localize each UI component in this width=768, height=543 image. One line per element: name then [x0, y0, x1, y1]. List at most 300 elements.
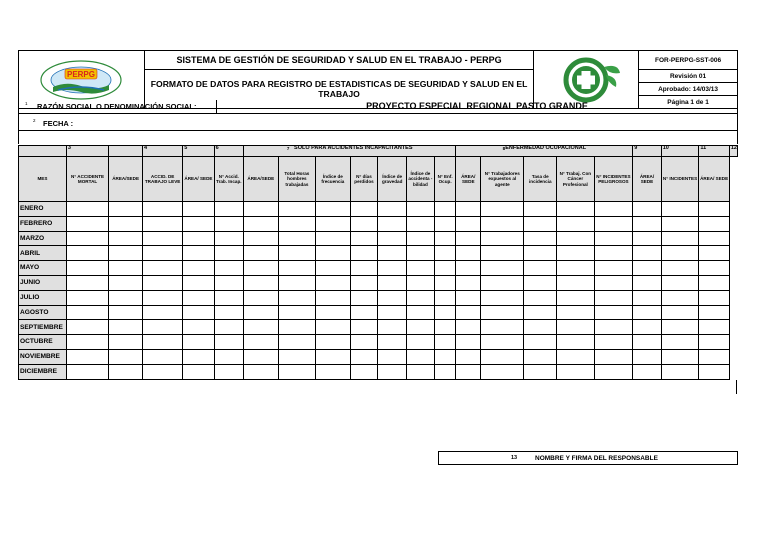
data-cell[interactable]: [594, 246, 633, 261]
data-cell[interactable]: [66, 246, 108, 261]
data-cell[interactable]: [661, 290, 699, 305]
data-cell[interactable]: [524, 216, 557, 231]
table-row: [19, 216, 738, 231]
data-cell[interactable]: [557, 290, 595, 305]
data-cell[interactable]: [142, 349, 182, 364]
data-cell[interactable]: [243, 275, 278, 290]
data-cell[interactable]: [142, 364, 182, 379]
data-cell[interactable]: [524, 246, 557, 261]
col-header: N° INCIDENTES: [661, 157, 699, 202]
data-cell[interactable]: [456, 231, 481, 246]
fecha-label: FECHA :: [43, 119, 74, 128]
col-header: N° días perdidos: [350, 157, 378, 202]
data-cell[interactable]: [66, 202, 108, 217]
table-edge-line: [736, 380, 737, 394]
data-cell[interactable]: [456, 202, 481, 217]
data-cell[interactable]: [109, 349, 143, 364]
data-cell[interactable]: [524, 364, 557, 379]
data-cell[interactable]: [243, 335, 278, 350]
data-cell[interactable]: [142, 231, 182, 246]
data-cell[interactable]: [350, 290, 378, 305]
data-cell[interactable]: [524, 275, 557, 290]
data-cell[interactable]: [278, 231, 315, 246]
data-cell[interactable]: [456, 246, 481, 261]
data-cell[interactable]: [66, 349, 108, 364]
data-cell[interactable]: [142, 246, 182, 261]
data-cell[interactable]: [456, 216, 481, 231]
data-cell[interactable]: [214, 246, 243, 261]
col-number: 9: [633, 146, 661, 157]
data-cell[interactable]: [278, 349, 315, 364]
data-cell[interactable]: [699, 202, 730, 217]
razon-value[interactable]: PROYECTO ESPECIAL REGIONAL PASTO GRANDE: [366, 101, 588, 111]
data-cell[interactable]: [183, 364, 214, 379]
data-cell[interactable]: [699, 305, 730, 320]
data-cell[interactable]: [142, 261, 182, 276]
data-cell[interactable]: [183, 202, 214, 217]
data-cell[interactable]: [109, 275, 143, 290]
data-cell[interactable]: [524, 290, 557, 305]
data-cell[interactable]: [407, 231, 435, 246]
data-cell[interactable]: [524, 231, 557, 246]
data-cell[interactable]: [316, 305, 351, 320]
data-cell[interactable]: [456, 290, 481, 305]
data-cell[interactable]: [350, 202, 378, 217]
data-cell[interactable]: [66, 364, 108, 379]
data-cell[interactable]: [316, 320, 351, 335]
data-cell[interactable]: [407, 290, 435, 305]
data-cell[interactable]: [214, 290, 243, 305]
data-cell[interactable]: [633, 216, 661, 231]
month-label: SEPTIEMBRE: [19, 320, 67, 335]
col-number: 7: [286, 146, 290, 151]
data-cell[interactable]: [378, 246, 407, 261]
data-cell[interactable]: [66, 261, 108, 276]
data-cell[interactable]: [316, 290, 351, 305]
data-cell[interactable]: [434, 335, 456, 350]
data-cell[interactable]: [316, 275, 351, 290]
razon-number: 1: [25, 101, 28, 106]
data-cell[interactable]: [66, 231, 108, 246]
data-cell[interactable]: [243, 290, 278, 305]
data-cell[interactable]: [183, 231, 214, 246]
column-number-row: [19, 146, 738, 157]
data-cell[interactable]: [66, 320, 108, 335]
data-cell[interactable]: [557, 202, 595, 217]
data-cell[interactable]: [557, 216, 595, 231]
data-cell[interactable]: [699, 364, 730, 379]
column-header-row: [19, 157, 738, 202]
data-cell[interactable]: [481, 202, 524, 217]
data-cell[interactable]: [407, 216, 435, 231]
data-cell[interactable]: [214, 231, 243, 246]
col-header: Índice de gravedad: [378, 157, 407, 202]
data-cell[interactable]: [456, 275, 481, 290]
data-cell[interactable]: [214, 305, 243, 320]
data-cell[interactable]: [557, 275, 595, 290]
data-cell[interactable]: [557, 231, 595, 246]
data-cell[interactable]: [481, 246, 524, 261]
data-cell[interactable]: [109, 216, 143, 231]
data-cell[interactable]: [66, 275, 108, 290]
data-cell[interactable]: [434, 275, 456, 290]
data-cell[interactable]: [456, 320, 481, 335]
form-revision: Revisión 01: [639, 70, 738, 83]
data-cell[interactable]: [633, 364, 661, 379]
data-cell[interactable]: [633, 231, 661, 246]
data-cell[interactable]: [243, 364, 278, 379]
data-cell[interactable]: [183, 320, 214, 335]
data-cell[interactable]: [214, 364, 243, 379]
data-cell[interactable]: [378, 231, 407, 246]
data-cell[interactable]: [278, 305, 315, 320]
data-cell[interactable]: [378, 305, 407, 320]
data-cell[interactable]: [243, 305, 278, 320]
data-cell[interactable]: [407, 335, 435, 350]
data-cell[interactable]: [524, 349, 557, 364]
data-cell[interactable]: [350, 305, 378, 320]
data-cell[interactable]: [557, 261, 595, 276]
data-cell[interactable]: [434, 305, 456, 320]
data-cell[interactable]: [594, 231, 633, 246]
month-label: AGOSTO: [19, 305, 67, 320]
data-cell[interactable]: [407, 261, 435, 276]
data-cell[interactable]: [350, 231, 378, 246]
data-cell[interactable]: [524, 320, 557, 335]
month-label: JULIO: [19, 290, 67, 305]
data-cell[interactable]: [699, 335, 730, 350]
data-cell[interactable]: [434, 246, 456, 261]
data-cell[interactable]: [214, 335, 243, 350]
data-cell[interactable]: [481, 216, 524, 231]
data-cell[interactable]: [407, 246, 435, 261]
data-cell[interactable]: [524, 305, 557, 320]
data-cell[interactable]: [633, 202, 661, 217]
data-cell[interactable]: [407, 202, 435, 217]
signature-number: 13: [511, 455, 518, 461]
data-cell[interactable]: [243, 349, 278, 364]
data-cell[interactable]: [316, 364, 351, 379]
data-cell[interactable]: [316, 261, 351, 276]
data-cell[interactable]: [557, 305, 595, 320]
data-cell[interactable]: [633, 305, 661, 320]
col-header: Total Horas hombres trabajadas: [278, 157, 315, 202]
data-cell[interactable]: [434, 231, 456, 246]
data-cell[interactable]: [661, 246, 699, 261]
data-cell[interactable]: [214, 275, 243, 290]
data-cell[interactable]: [661, 202, 699, 217]
data-cell[interactable]: [524, 261, 557, 276]
data-cell[interactable]: [278, 261, 315, 276]
data-cell[interactable]: [434, 364, 456, 379]
col-header: ÁREA/SEDE: [243, 157, 278, 202]
data-cell[interactable]: [214, 261, 243, 276]
data-cell[interactable]: [407, 364, 435, 379]
data-cell[interactable]: [66, 335, 108, 350]
data-cell[interactable]: [557, 349, 595, 364]
data-cell[interactable]: [350, 261, 378, 276]
data-cell[interactable]: [350, 335, 378, 350]
data-cell[interactable]: [557, 335, 595, 350]
data-cell[interactable]: [699, 246, 730, 261]
data-cell[interactable]: [699, 231, 730, 246]
data-cell[interactable]: [481, 261, 524, 276]
data-cell[interactable]: [481, 335, 524, 350]
statistics-table: [18, 145, 738, 380]
data-cell[interactable]: [594, 364, 633, 379]
month-rows: [19, 202, 738, 380]
data-cell[interactable]: [661, 231, 699, 246]
data-cell[interactable]: [633, 275, 661, 290]
data-cell[interactable]: [316, 246, 351, 261]
data-cell[interactable]: [661, 275, 699, 290]
col-header: N° Trabajadores expuestos al agente: [481, 157, 524, 202]
data-cell[interactable]: [243, 246, 278, 261]
data-cell[interactable]: [661, 216, 699, 231]
data-cell[interactable]: [661, 305, 699, 320]
data-cell[interactable]: [142, 202, 182, 217]
data-cell[interactable]: [350, 349, 378, 364]
data-cell[interactable]: [316, 335, 351, 350]
col-header: ÁREA/ SEDE: [456, 157, 481, 202]
col-header: N° Accid. Trab. Incap.: [214, 157, 243, 202]
data-cell[interactable]: [661, 364, 699, 379]
data-cell[interactable]: [278, 202, 315, 217]
data-cell[interactable]: [378, 202, 407, 217]
col-header: N° Enf. Ocup.: [434, 157, 456, 202]
data-cell[interactable]: [66, 305, 108, 320]
data-cell[interactable]: [633, 320, 661, 335]
data-cell[interactable]: [278, 216, 315, 231]
data-cell[interactable]: [378, 335, 407, 350]
data-cell[interactable]: [278, 335, 315, 350]
data-cell[interactable]: [378, 290, 407, 305]
table-row: [19, 261, 738, 276]
data-cell[interactable]: [66, 290, 108, 305]
month-label: ENERO: [19, 202, 67, 217]
data-cell[interactable]: [378, 216, 407, 231]
data-cell[interactable]: [316, 349, 351, 364]
razon-label: RAZÓN SOCIAL O DENOMINACIÓN SOCIAL:: [37, 102, 197, 111]
data-cell[interactable]: [214, 320, 243, 335]
data-cell[interactable]: [481, 290, 524, 305]
table-row: [19, 335, 738, 350]
data-cell[interactable]: [434, 290, 456, 305]
data-cell[interactable]: [214, 202, 243, 217]
data-cell[interactable]: [633, 290, 661, 305]
data-cell[interactable]: [350, 275, 378, 290]
data-cell[interactable]: [481, 231, 524, 246]
data-cell[interactable]: [214, 349, 243, 364]
razon-social-row: [18, 100, 738, 114]
data-cell[interactable]: [109, 305, 143, 320]
table-row: [19, 364, 738, 379]
data-cell[interactable]: [243, 202, 278, 217]
data-cell[interactable]: [142, 305, 182, 320]
data-cell[interactable]: [481, 275, 524, 290]
data-cell[interactable]: [142, 290, 182, 305]
data-cell[interactable]: [142, 335, 182, 350]
data-cell[interactable]: [183, 335, 214, 350]
data-cell[interactable]: [109, 202, 143, 217]
data-cell[interactable]: [183, 305, 214, 320]
group-accidentes-incapacitantes: [243, 146, 455, 157]
data-cell[interactable]: [699, 216, 730, 231]
data-cell[interactable]: [378, 364, 407, 379]
data-cell[interactable]: [699, 320, 730, 335]
data-cell[interactable]: [557, 320, 595, 335]
data-cell[interactable]: [350, 246, 378, 261]
col-header: Índice de accidenta - bilidad: [407, 157, 435, 202]
data-cell[interactable]: [481, 364, 524, 379]
data-cell[interactable]: [407, 305, 435, 320]
data-cell[interactable]: [142, 275, 182, 290]
data-cell[interactable]: [243, 231, 278, 246]
data-cell[interactable]: [183, 216, 214, 231]
data-cell[interactable]: [109, 364, 143, 379]
data-cell[interactable]: [243, 216, 278, 231]
data-cell[interactable]: [481, 320, 524, 335]
col-number: 11: [699, 146, 730, 157]
data-cell[interactable]: [699, 261, 730, 276]
data-cell[interactable]: [456, 335, 481, 350]
month-label: OCTUBRE: [19, 335, 67, 350]
data-cell[interactable]: [378, 275, 407, 290]
table-row: [19, 349, 738, 364]
data-cell[interactable]: [142, 320, 182, 335]
data-cell[interactable]: [183, 246, 214, 261]
data-cell[interactable]: [66, 216, 108, 231]
data-cell[interactable]: [699, 275, 730, 290]
data-cell[interactable]: [456, 349, 481, 364]
col-header: ÁREA/ SEDE: [699, 157, 730, 202]
data-cell[interactable]: [378, 349, 407, 364]
data-cell[interactable]: [350, 364, 378, 379]
fecha-row: [18, 114, 738, 144]
col-header: ACCID. DE TRABAJO LEVE: [142, 157, 182, 202]
data-cell[interactable]: [699, 349, 730, 364]
form-page: Página 1 de 1: [639, 96, 738, 109]
data-cell[interactable]: [434, 320, 456, 335]
data-cell[interactable]: [594, 275, 633, 290]
data-cell[interactable]: [243, 261, 278, 276]
form-approved: Aprobado: 14/03/13: [639, 83, 738, 96]
data-cell[interactable]: [109, 246, 143, 261]
data-cell[interactable]: [661, 261, 699, 276]
col-number: 5: [183, 146, 214, 157]
sst-seal-icon: [546, 57, 626, 103]
month-label: ABRIL: [19, 246, 67, 261]
data-cell[interactable]: [633, 261, 661, 276]
data-cell[interactable]: [524, 202, 557, 217]
title-line-1: SISTEMA DE GESTIÓN DE SEGURIDAD Y SALUD EN EL TRABAJO - PERPG: [144, 51, 533, 70]
data-cell[interactable]: [316, 202, 351, 217]
data-cell[interactable]: [316, 231, 351, 246]
data-cell[interactable]: [434, 261, 456, 276]
month-label: MARZO: [19, 231, 67, 246]
data-cell[interactable]: [594, 349, 633, 364]
data-cell[interactable]: [243, 320, 278, 335]
data-cell[interactable]: [524, 335, 557, 350]
data-cell[interactable]: [594, 335, 633, 350]
col-header: ÁREA/SEDE: [109, 157, 143, 202]
data-cell[interactable]: [109, 231, 143, 246]
col-number: 4: [142, 146, 182, 157]
data-cell[interactable]: [109, 261, 143, 276]
signature-box[interactable]: [438, 451, 738, 465]
col-number: 12: [729, 146, 737, 157]
data-cell[interactable]: [594, 202, 633, 217]
data-cell[interactable]: [142, 216, 182, 231]
data-cell[interactable]: [378, 261, 407, 276]
data-cell[interactable]: [594, 320, 633, 335]
data-cell[interactable]: [594, 261, 633, 276]
data-cell[interactable]: [633, 335, 661, 350]
data-cell[interactable]: [699, 290, 730, 305]
data-cell[interactable]: [183, 290, 214, 305]
data-cell[interactable]: [594, 216, 633, 231]
table-row: [19, 320, 738, 335]
month-label: JUNIO: [19, 275, 67, 290]
data-cell[interactable]: [183, 349, 214, 364]
col-header: N° Trabaj. Con Cáncer Profesional: [557, 157, 595, 202]
data-cell[interactable]: [407, 275, 435, 290]
data-cell[interactable]: [481, 305, 524, 320]
data-cell[interactable]: [594, 305, 633, 320]
data-cell[interactable]: [633, 349, 661, 364]
data-cell[interactable]: [378, 320, 407, 335]
signature-label: NOMBRE Y FIRMA DEL RESPONSABLE: [535, 455, 658, 462]
data-cell[interactable]: [350, 320, 378, 335]
data-cell[interactable]: [407, 349, 435, 364]
data-cell[interactable]: [214, 216, 243, 231]
data-cell[interactable]: [316, 216, 351, 231]
data-cell[interactable]: [481, 349, 524, 364]
data-cell[interactable]: [278, 364, 315, 379]
group-7-label: SOLO PARA ACCIDENTES INCAPACITANTES: [294, 145, 413, 151]
data-cell[interactable]: [434, 349, 456, 364]
data-cell[interactable]: [557, 246, 595, 261]
col-number: 8: [502, 146, 506, 151]
data-cell[interactable]: [434, 216, 456, 231]
data-cell[interactable]: [278, 290, 315, 305]
data-cell[interactable]: [278, 275, 315, 290]
data-cell[interactable]: [109, 290, 143, 305]
data-cell[interactable]: [183, 275, 214, 290]
data-cell[interactable]: [456, 364, 481, 379]
data-cell[interactable]: [278, 320, 315, 335]
col-header: N° ACCIDENTE MORTAL: [66, 157, 108, 202]
data-cell[interactable]: [183, 261, 214, 276]
data-cell[interactable]: [661, 335, 699, 350]
data-cell[interactable]: [109, 320, 143, 335]
data-cell[interactable]: [661, 320, 699, 335]
data-cell[interactable]: [456, 261, 481, 276]
data-cell[interactable]: [661, 349, 699, 364]
data-cell[interactable]: [456, 305, 481, 320]
data-cell[interactable]: [557, 364, 595, 379]
col-header: ÁREA/ SEDE: [183, 157, 214, 202]
data-cell[interactable]: [350, 216, 378, 231]
data-cell[interactable]: [278, 246, 315, 261]
data-cell[interactable]: [633, 246, 661, 261]
data-cell[interactable]: [407, 320, 435, 335]
data-cell[interactable]: [594, 290, 633, 305]
col-header: ÁREA/ SEDE: [633, 157, 661, 202]
data-cell[interactable]: [109, 335, 143, 350]
col-header-mes: MES: [19, 157, 67, 202]
data-cell[interactable]: [434, 202, 456, 217]
